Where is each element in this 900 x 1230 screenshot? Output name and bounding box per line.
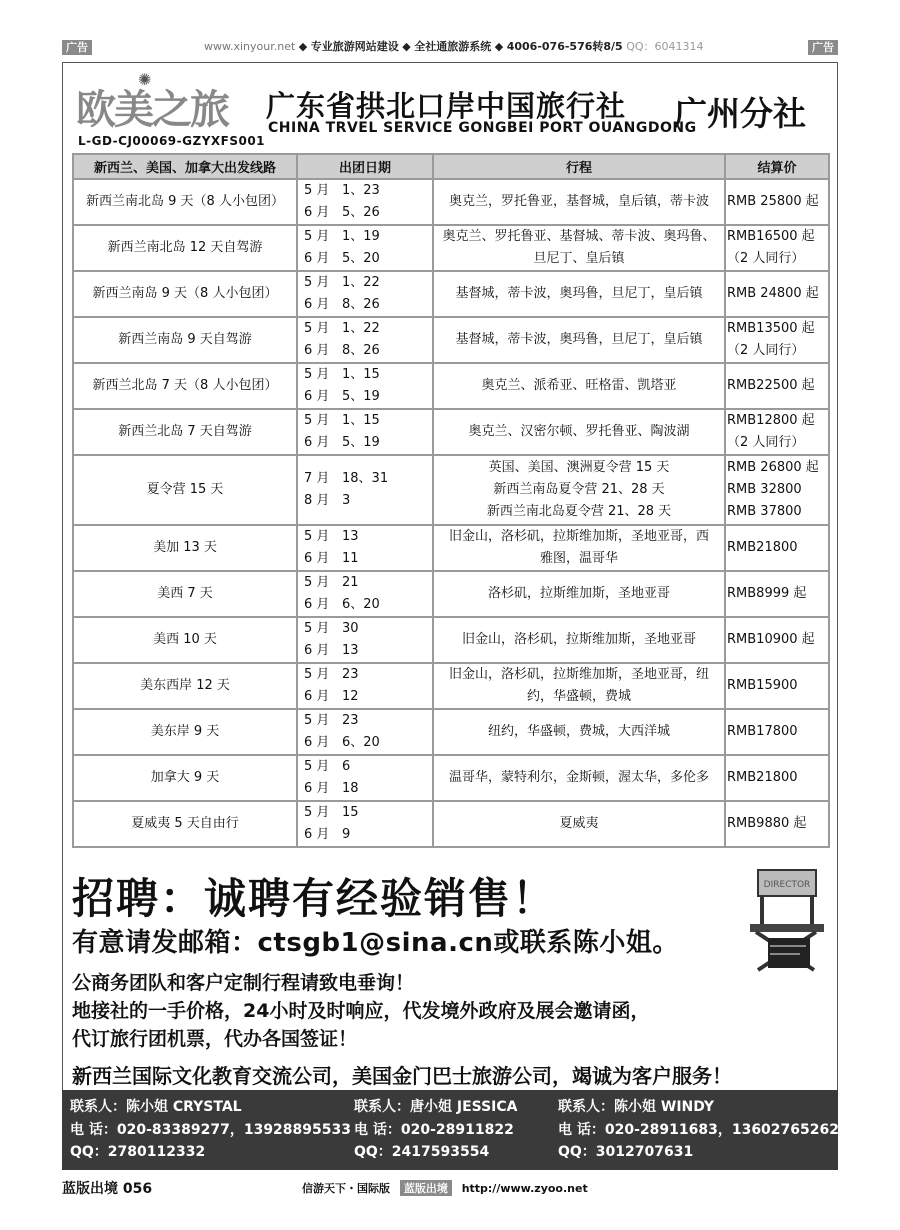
price: [725, 363, 829, 409]
price-line: RMB9880 起: [727, 816, 807, 831]
date-line: [304, 572, 429, 594]
date-month: 5 月: [304, 529, 330, 544]
price-line: RMB8999 起: [727, 586, 807, 601]
itinerary-line: 奥克兰、汉密尔顿、罗托鲁亚、陶波湖: [468, 424, 690, 439]
chair-label: DIRECTOR: [763, 880, 811, 890]
date-days: 13: [342, 529, 359, 544]
price-line: RMB 37800: [727, 504, 802, 519]
route-name: 美加 13 天: [73, 525, 297, 571]
date-days: 8、26: [342, 297, 380, 312]
date-line: [304, 180, 429, 202]
recruit-title: 招聘：诚聘有经验销售！: [72, 874, 557, 923]
table-header-row: [73, 154, 829, 179]
date-days: 30: [342, 621, 359, 636]
date-line: [304, 640, 429, 662]
table-row: [73, 363, 829, 409]
date-days: 3: [342, 493, 351, 508]
route-name: 美西 7 天: [73, 571, 297, 617]
date-line: [304, 778, 429, 800]
route-name: 新西兰南北岛 9 天（8 人小包团）: [73, 179, 297, 225]
routes-table: [72, 153, 830, 848]
price-line: RMB 32800: [727, 482, 802, 497]
contact-qq: QQ：2780112332: [70, 1144, 206, 1160]
date-month: 5 月: [304, 367, 330, 382]
date-days: 1、23: [342, 183, 380, 198]
itinerary-line: 洛杉矶，拉斯维加斯，圣地亚哥: [487, 586, 670, 601]
date-month: 5 月: [304, 575, 330, 590]
departure-dates: [297, 455, 433, 525]
itinerary-line: 基督城，蒂卡波，奥玛鲁，旦尼丁，皇后镇: [455, 332, 703, 347]
service-line-3: 代订旅行团机票，代办各国签证！: [72, 1028, 358, 1050]
itinerary: [433, 317, 725, 363]
departure-dates: [297, 755, 433, 801]
date-days: 1、22: [342, 275, 380, 290]
price: [725, 409, 829, 455]
date-line: [304, 548, 429, 570]
departure-dates: [297, 225, 433, 271]
date-line: [304, 318, 429, 340]
route-name: 新西兰北岛 7 天自驾游: [73, 409, 297, 455]
footer-info: [302, 1180, 588, 1196]
price-line: RMB15900: [727, 678, 798, 693]
route-name: 新西兰北岛 7 天（8 人小包团）: [73, 363, 297, 409]
date-line: [304, 226, 429, 248]
contact-name: 联系人：陈小姐 WINDY: [558, 1099, 714, 1115]
date-month: 5 月: [304, 413, 330, 428]
date-month: 7 月: [304, 471, 330, 486]
itinerary: [433, 225, 725, 271]
route-name: 美西 10 天: [73, 617, 297, 663]
table-row: [73, 801, 829, 847]
table-row: [73, 617, 829, 663]
date-month: 6 月: [304, 643, 330, 658]
date-month: 5 月: [304, 621, 330, 636]
departure-dates: [297, 409, 433, 455]
date-days: 11: [342, 551, 359, 566]
top-qq: QQ：6041314: [626, 40, 704, 53]
agency-name-en: CHINA TRVEL SERVICE GONGBEI PORT OUANGDONG: [268, 120, 697, 136]
contact-band: [62, 1090, 838, 1170]
price-line: RMB 24800 起: [727, 286, 819, 301]
date-line: [304, 364, 429, 386]
date-line: [304, 594, 429, 616]
route-name: 美东岸 9 天: [73, 709, 297, 755]
route-name: 新西兰南北岛 12 天自驾游: [73, 225, 297, 271]
date-days: 6: [342, 759, 351, 774]
itinerary-line: 旧金山，洛杉矶，拉斯维加斯，圣地亚哥，纽: [448, 667, 709, 682]
date-month: 6 月: [304, 597, 330, 612]
ad-tag-right: 广告: [808, 40, 838, 55]
service-line-1: 公商务团队和客户定制行程请致电垂询！: [72, 972, 415, 994]
itinerary-line: 基督城，蒂卡波，奥玛鲁，旦尼丁，皇后镇: [455, 286, 703, 301]
price: [725, 455, 829, 525]
date-days: 12: [342, 689, 359, 704]
agency-name-cn: 广东省拱北口岸中国旅行社: [266, 89, 627, 123]
itinerary-line: 新西兰南北岛夏令营 21、28 天: [486, 504, 672, 519]
itinerary: [433, 271, 725, 317]
table-row: [73, 709, 829, 755]
date-line: [304, 294, 429, 316]
top-ad-bar: [0, 36, 900, 58]
contact-windy: [558, 1096, 839, 1164]
date-line: [304, 824, 429, 846]
footer-tag: 蓝版出境: [400, 1180, 452, 1196]
itinerary-line: 温哥华，蒙特利尔，金斯顿，渥太华，多伦多: [448, 770, 709, 785]
itinerary: [433, 801, 725, 847]
date-line: [304, 490, 429, 512]
itinerary-line: 新西兰南岛夏令营 21、28 天: [493, 482, 665, 497]
itinerary: [433, 409, 725, 455]
date-month: 5 月: [304, 713, 330, 728]
price: [725, 571, 829, 617]
departure-dates: [297, 271, 433, 317]
itinerary: [433, 755, 725, 801]
date-month: 6 月: [304, 735, 330, 750]
date-days: 18: [342, 781, 359, 796]
contact-jessica: [354, 1096, 518, 1164]
date-line: [304, 468, 429, 490]
price-line: RMB12800 起: [727, 413, 815, 428]
date-line: [304, 386, 429, 408]
itinerary-line: 旦尼丁、皇后镇: [533, 251, 625, 266]
itinerary: [433, 179, 725, 225]
contact-phone: 电 话：020-83389277，13928895533: [70, 1121, 351, 1138]
date-month: 8 月: [304, 493, 330, 508]
table-row: [73, 663, 829, 709]
price-line: RMB17800: [727, 724, 798, 739]
price-line: RMB13500 起: [727, 321, 815, 336]
footer-slogan: 信游天下・国际版: [302, 1182, 390, 1195]
departure-dates: [297, 617, 433, 663]
price-line: RMB16500 起: [727, 229, 815, 244]
contact-qq: QQ：3012707631: [558, 1144, 694, 1160]
sun-icon: ✺: [138, 70, 152, 89]
itinerary-line: 奥克兰、派希亚、旺格雷、凯塔亚: [481, 378, 677, 393]
date-line: [304, 202, 429, 224]
price: [725, 663, 829, 709]
itinerary: [433, 571, 725, 617]
logo-text: 欧美之旅: [76, 86, 228, 133]
date-line: [304, 432, 429, 454]
itinerary-line: 夏威夷: [559, 816, 599, 831]
table-row: [73, 409, 829, 455]
top-ad-text: www.xinyour.net ◆ 专业旅游网站建设 ◆ 全社通旅游系统 ◆ 4006-076-576转8/5 QQ：6041314: [204, 40, 704, 53]
date-line: [304, 802, 429, 824]
date-month: 6 月: [304, 205, 330, 220]
date-line: [304, 526, 429, 548]
price-line: （2 人同行）: [727, 251, 805, 266]
top-phone: 4006-076-576转8/5: [506, 40, 623, 53]
brand-logo: [76, 70, 258, 133]
ad-tag-left: 广告: [62, 40, 92, 55]
date-line: [304, 340, 429, 362]
date-month: 5 月: [304, 321, 330, 336]
date-month: 6 月: [304, 551, 330, 566]
date-month: 5 月: [304, 759, 330, 774]
price-line: RMB21800: [727, 770, 798, 785]
contact-name: 联系人：陈小姐 CRYSTAL: [70, 1099, 242, 1115]
date-days: 5、26: [342, 205, 380, 220]
recruit-contact-line: 有意请发邮箱：ctsgb1@sina.cn或联系陈小姐。: [72, 928, 679, 958]
date-month: 6 月: [304, 297, 330, 312]
header-dates: 出团日期: [297, 154, 433, 179]
departure-dates: [297, 179, 433, 225]
date-line: [304, 710, 429, 732]
header-itinerary: 行程: [433, 154, 725, 179]
route-name: 夏令营 15 天: [73, 455, 297, 525]
itinerary: [433, 525, 725, 571]
price-line: （2 人同行）: [727, 343, 805, 358]
date-days: 18、31: [342, 471, 389, 486]
date-line: [304, 732, 429, 754]
date-days: 5、19: [342, 435, 380, 450]
date-line: [304, 618, 429, 640]
partners-line: 新西兰国际文化教育交流公司，美国金门巴士旅游公司，竭诚为客户服务！: [72, 1064, 732, 1088]
branch-name: 广州分社: [674, 94, 806, 133]
date-days: 9: [342, 827, 351, 842]
itinerary: [433, 363, 725, 409]
departure-dates: [297, 663, 433, 709]
departure-dates: [297, 801, 433, 847]
date-days: 23: [342, 713, 359, 728]
date-month: 6 月: [304, 781, 330, 796]
route-name: 美东西岸 12 天: [73, 663, 297, 709]
departure-dates: [297, 525, 433, 571]
date-days: 1、15: [342, 367, 380, 382]
date-days: 15: [342, 805, 359, 820]
table-row: [73, 755, 829, 801]
price-line: RMB 26800 起: [727, 460, 819, 475]
price: [725, 709, 829, 755]
date-month: 6 月: [304, 251, 330, 266]
itinerary-line: 旧金山，洛杉矶，拉斯维加斯，圣地亚哥，西: [448, 529, 709, 544]
date-days: 1、22: [342, 321, 380, 336]
date-line: [304, 410, 429, 432]
date-month: 6 月: [304, 827, 330, 842]
top-service-2: 全社通旅游系统: [414, 40, 492, 53]
route-name: 新西兰南岛 9 天自驾游: [73, 317, 297, 363]
date-month: 5 月: [304, 183, 330, 198]
price: [725, 755, 829, 801]
date-days: 1、19: [342, 229, 380, 244]
itinerary-line: 奥克兰，罗托鲁亚，基督城，皇后镇，蒂卡波: [448, 194, 709, 209]
service-line-2: 地接社的一手价格，24小时及时响应，代发境外政府及展会邀请函，: [72, 1000, 650, 1022]
price-line: RMB21800: [727, 540, 798, 555]
date-month: 5 月: [304, 667, 330, 682]
date-days: 23: [342, 667, 359, 682]
date-month: 5 月: [304, 275, 330, 290]
license-number: L-GD-CJ00069-GZYXFS001: [78, 134, 266, 148]
contact-phone: 电 话：020-28911683，13602765262: [558, 1121, 839, 1138]
date-line: [304, 248, 429, 270]
date-line: [304, 686, 429, 708]
itinerary: [433, 663, 725, 709]
departure-dates: [297, 317, 433, 363]
date-days: 13: [342, 643, 359, 658]
itinerary-line: 英国、美国、澳洲夏令营 15 天: [488, 460, 670, 475]
price: [725, 801, 829, 847]
route-name: 新西兰南岛 9 天（8 人小包团）: [73, 271, 297, 317]
date-month: 6 月: [304, 389, 330, 404]
price-line: RMB10900 起: [727, 632, 815, 647]
date-days: 1、15: [342, 413, 380, 428]
departure-dates: [297, 571, 433, 617]
date-days: 6、20: [342, 735, 380, 750]
departure-dates: [297, 363, 433, 409]
footer-url[interactable]: http://www.zyoo.net: [461, 1182, 588, 1195]
price: [725, 271, 829, 317]
departure-dates: [297, 709, 433, 755]
price: [725, 525, 829, 571]
price: [725, 225, 829, 271]
date-days: 5、19: [342, 389, 380, 404]
date-line: [304, 664, 429, 686]
itinerary-line: 奥克兰、罗托鲁亚、基督城、蒂卡波、奥玛鲁、: [442, 229, 716, 244]
header-route: 新西兰、美国、加拿大出发线路: [73, 154, 297, 179]
page-number: 蓝版出境 056: [62, 1181, 153, 1197]
date-month: 6 月: [304, 435, 330, 450]
date-days: 21: [342, 575, 359, 590]
table-row: [73, 525, 829, 571]
price: [725, 179, 829, 225]
table-row: [73, 317, 829, 363]
header-price: 结算价: [725, 154, 829, 179]
itinerary: [433, 617, 725, 663]
table-row: [73, 225, 829, 271]
date-month: 6 月: [304, 343, 330, 358]
table-row: [73, 455, 829, 525]
price: [725, 317, 829, 363]
top-service-1: 专业旅游网站建设: [310, 40, 399, 53]
date-month: 6 月: [304, 689, 330, 704]
itinerary: [433, 709, 725, 755]
date-days: 6、20: [342, 597, 380, 612]
table-row: [73, 571, 829, 617]
table-row: [73, 179, 829, 225]
price-line: RMB22500 起: [727, 378, 815, 393]
price-line: RMB 25800 起: [727, 194, 819, 209]
date-month: 5 月: [304, 805, 330, 820]
date-line: [304, 756, 429, 778]
director-chair-icon: [740, 866, 832, 976]
itinerary-line: 约，华盛顿，费城: [526, 689, 631, 704]
contact-crystal: [70, 1096, 351, 1164]
route-name: 夏威夷 5 天自由行: [73, 801, 297, 847]
itinerary-line: 纽约，华盛顿，费城，大西洋城: [487, 724, 670, 739]
date-days: 8、26: [342, 343, 380, 358]
contact-name: 联系人：唐小姐 JESSICA: [354, 1099, 518, 1115]
date-line: [304, 272, 429, 294]
price: [725, 617, 829, 663]
contact-qq: QQ：2417593554: [354, 1144, 490, 1160]
top-website[interactable]: www.xinyour.net: [204, 40, 296, 53]
itinerary-line: 雅图，温哥华: [539, 551, 618, 566]
date-month: 5 月: [304, 229, 330, 244]
price-line: （2 人同行）: [727, 435, 805, 450]
itinerary-line: 旧金山，洛杉矶，拉斯维加斯，圣地亚哥: [461, 632, 696, 647]
table-row: [73, 271, 829, 317]
route-name: 加拿大 9 天: [73, 755, 297, 801]
itinerary: [433, 455, 725, 525]
date-days: 5、20: [342, 251, 380, 266]
contact-phone: 电 话：020-28911822: [354, 1121, 514, 1138]
